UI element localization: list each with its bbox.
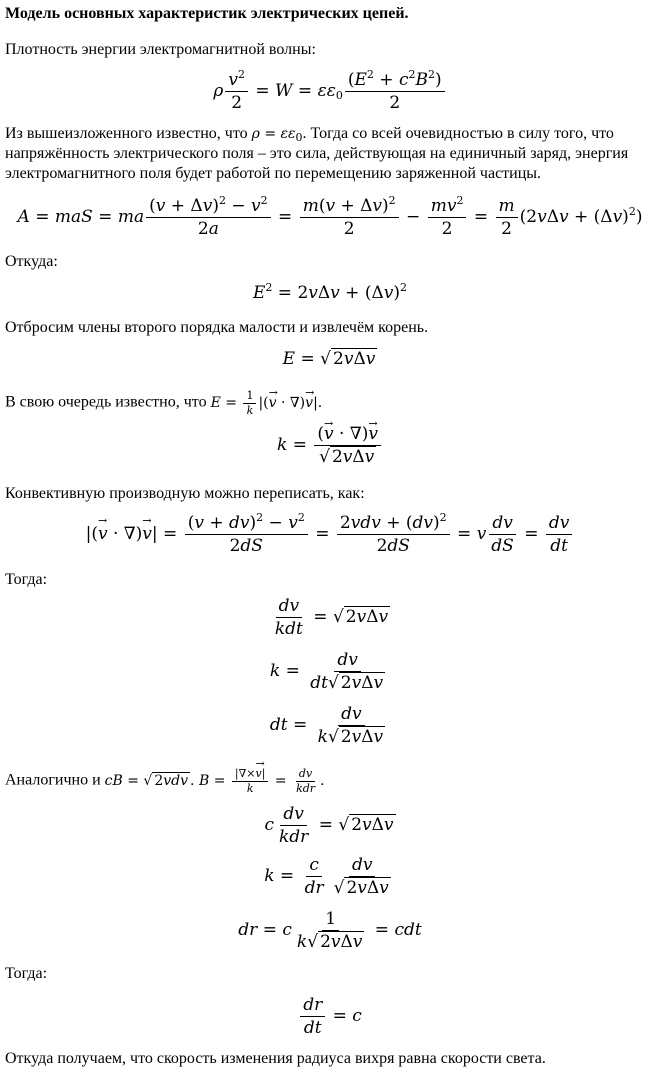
paragraph-known: В свою очередь известно, что E = $\frac{1}{k}$ |(→ v · ∇)→ v|. (5, 390, 654, 417)
equation-k-3: k = $\frac{c}{dr}$ $\frac{dv}{\text{√ 2vΔv}}$ (264, 855, 389, 898)
paragraph-whence-1: Откуда: (5, 253, 58, 270)
paragraph-energy-density: Плотность энергии электромагнитной волны: (5, 41, 316, 58)
equation-c-dv-kdr: c $\frac{dv}{\text{kdr}}$ = √ 2vΔv (264, 804, 394, 847)
paragraph-similarly: Аналогично и cB = √ 2vdv . B = $\frac{|\nabla\times\to v|}{k}$ = $\frac{dv}{\text{kdr}}$ . (5, 768, 654, 795)
paragraph-then-2: Тогда: (5, 965, 48, 982)
document-title: Модель основных характеристик электрических цепей. (5, 5, 409, 22)
equation-k-1: k = $\frac{(\to v \cdot \nabla)\to v}{\text{√ 2vΔv}}$ (0, 424, 660, 467)
equation-dt: dt = $\frac{dv}{\text{k√ 2vΔv}}$ (269, 704, 384, 747)
equation-energy-density: ρ $\frac{v^2}{2}$ = $W = \varepsilon\varepsilon_0$ $\frac{(E^2 + c^2B^2)}{2}$ (0, 70, 660, 113)
paragraph-work: Из вышеизложенного известно, что $\rho = \varepsilon\varepsilon_0$. Тогда со всей очевидностью в силу того, что напряжённость электрического поля – это сила, действующая на единичный заряд, энергия электромагнитного поля будет работой по перемещению заряженной частицы. (5, 125, 629, 182)
equation-dv-kdt: $\frac{dv}{\text{kdt}}$ = √ 2vΔv (274, 596, 389, 639)
paragraph-convective: Конвективную производную можно переписать, как: (5, 485, 365, 502)
equation-work: A = maS = ma $\frac{(v + \Delta v)^2 - v^2}{2a}$ = $\frac{m(v + \Delta v)^2}{2}$ − $\frac{mv^2}{2}$ = $\frac{m}{2}$ $(2v\Delta v + (\Delta v)^2)$ (17, 194, 643, 239)
equation-e-squared: $E^2 = 2v\Delta v + (\Delta v)^2$ (252, 281, 407, 303)
inline-formula-rho: $\rho = \varepsilon\varepsilon_0$ (251, 126, 303, 144)
equation-k-2: k = $\frac{dv}{\text{dt√ 2vΔv}}$ (269, 650, 384, 693)
equation-dr: dr = c $\frac{1}{\text{k√ 2vΔv}}$ = cdt (238, 909, 422, 952)
paragraph-drop-terms: Отбросим члены второго порядка малости и извлечём корень. (5, 319, 429, 336)
inline-formula-cb: cB = √ 2vdv . B = $\frac{|\nabla\times\to v|}{k}$ = $\frac{dv}{\text{kdr}}$ . (105, 773, 325, 789)
equation-convective: |(→ v · ∇)→ v| = $\frac{(v + dv)^2 - v^2}{2dS}$ = $\frac{2vdv + (dv)^2}{2dS}$ = v $\frac{dv}{dS}$ = $\frac{dv}{dt}$ (0, 513, 660, 556)
inline-formula-e: E = $\frac{1}{k}$ |(→ v · ∇)→ v|. (211, 395, 323, 411)
paragraph-conclusion: Откуда получаем, что скорость изменения радиуса вихря равна скорости света. (5, 1050, 546, 1067)
equation-dr-dt: $\frac{dr}{dt}$ = c (0, 995, 660, 1038)
paragraph-then-1: Тогда: (5, 571, 48, 588)
equation-e-root: E = √ 2vΔv (282, 349, 376, 369)
